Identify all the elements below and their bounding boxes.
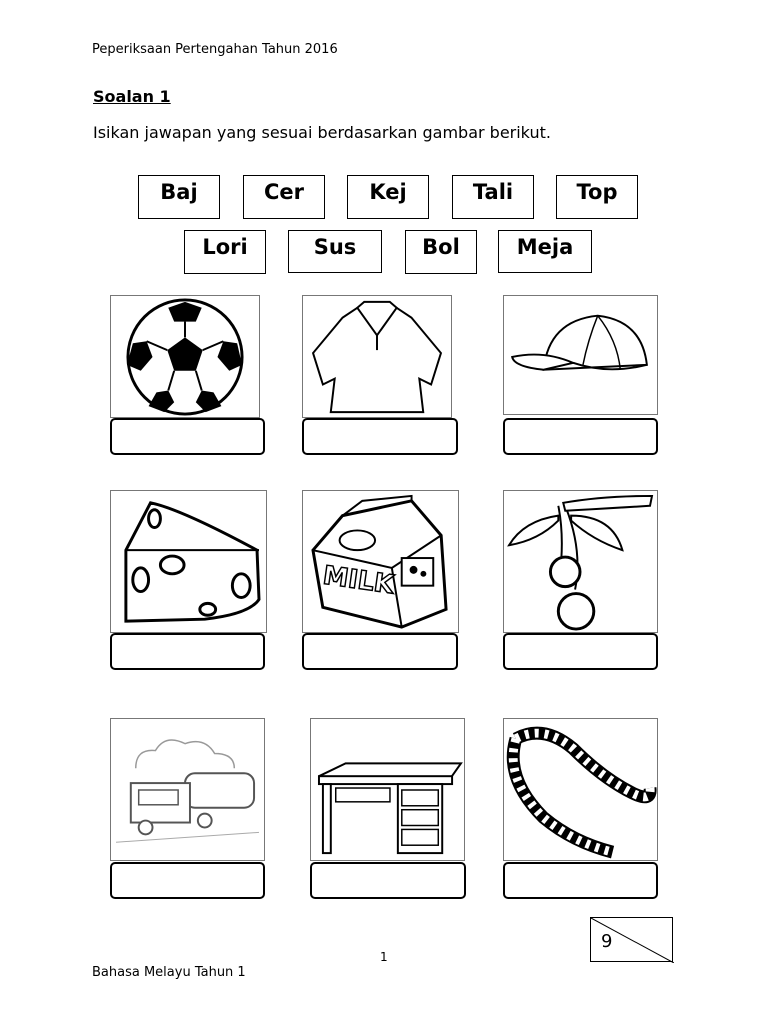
answer-box[interactable] [310,862,466,899]
instruction-text: Isikan jawapan yang sesuai berdasarkan gambar berikut. [93,123,551,142]
milk-label: MILK [321,560,396,601]
word-card-meja [498,230,592,273]
cherry-icon [503,490,658,633]
word-label: Baj [160,180,198,204]
word-card-lori [184,230,266,274]
word-card-tali [452,175,534,219]
page-number: 1 [380,950,388,964]
rope-icon [503,718,658,861]
word-card-sus [288,230,382,273]
page-header: Peperiksaan Pertengahan Tahun 2016 [92,42,338,57]
answer-box[interactable] [302,633,458,670]
word-card-cer [243,175,325,219]
lorry-icon [110,718,265,861]
word-card-baj [138,175,220,219]
score-value: 9 [601,931,613,952]
word-label: Sus [313,235,357,259]
answer-box[interactable] [503,633,658,670]
word-label: Cer [263,180,304,204]
soccer-ball-icon [110,295,260,418]
word-card-top [556,175,638,219]
word-label: Bol [422,235,460,259]
table-icon [310,718,465,861]
answer-box[interactable] [503,418,658,455]
page-footer: Bahasa Melayu Tahun 1 [92,965,246,980]
word-card-kej [347,175,429,219]
word-label: Lori [202,235,248,259]
word-label: Kej [369,180,407,204]
answer-box[interactable] [110,418,265,455]
answer-box[interactable] [503,862,658,899]
cap-icon [503,295,658,415]
question-title: Soalan 1 [93,87,171,106]
answer-box[interactable] [302,418,458,455]
milk-carton-icon [302,490,459,633]
cheese-icon [110,490,267,633]
answer-box[interactable] [110,633,265,670]
answer-box[interactable] [110,862,265,899]
shirt-icon [302,295,452,418]
word-label: Tali [472,180,514,204]
word-card-bol [405,230,477,274]
word-label: Meja [516,235,574,259]
score-box [590,917,673,962]
word-label: Top [576,180,618,204]
